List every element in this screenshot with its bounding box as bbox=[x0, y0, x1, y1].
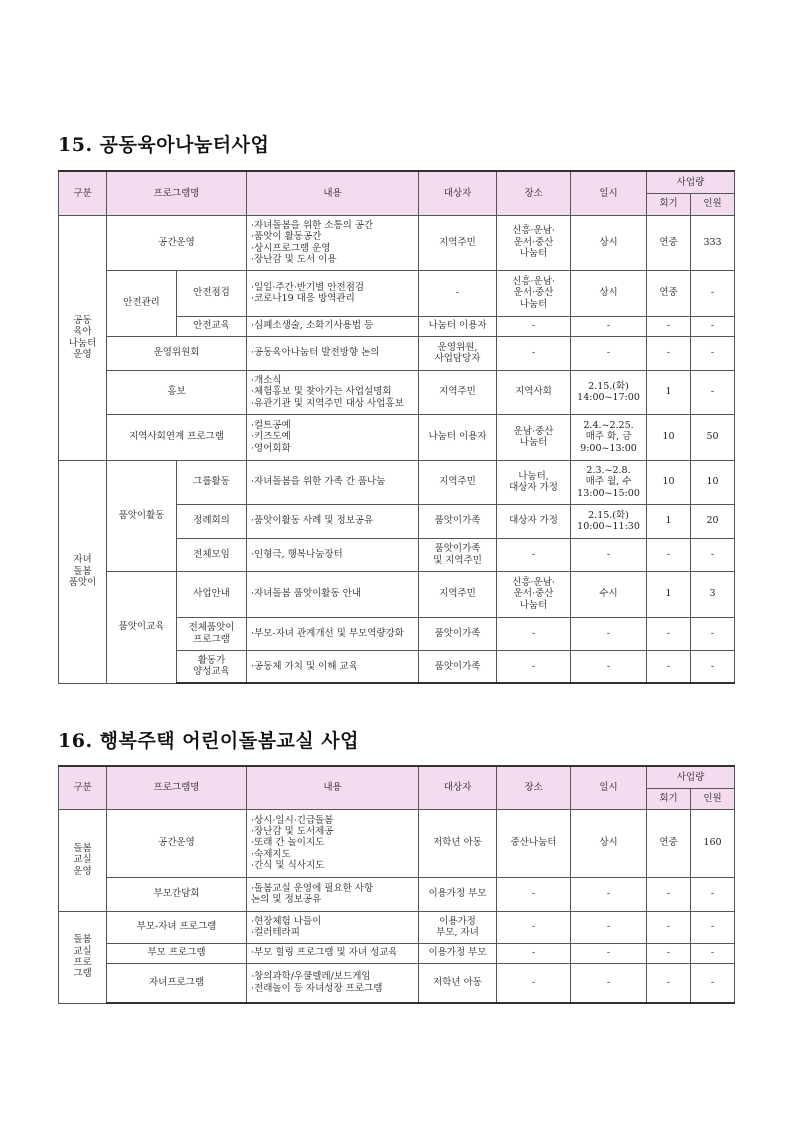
program-people: 50 bbox=[691, 414, 735, 460]
program-name: 공간운영 bbox=[107, 215, 247, 270]
program-count: - bbox=[647, 877, 691, 911]
program-place: - bbox=[497, 538, 571, 571]
program-count: 연중 bbox=[647, 270, 691, 316]
program-count: 연중 bbox=[647, 809, 691, 877]
table-row bbox=[59, 911, 735, 943]
program-place: 신흥·운남· 운서·중산 나눔터 bbox=[497, 571, 571, 617]
table-row bbox=[59, 336, 735, 370]
program-name: 정례회의 bbox=[177, 504, 247, 538]
program-target: 지역주민 bbox=[419, 370, 497, 414]
program-count: - bbox=[647, 911, 691, 943]
program-time: 2.4.~2.25. 매주 화, 금 9:00~13:00 bbox=[571, 414, 647, 460]
program-target: 저학년 아동 bbox=[419, 809, 497, 877]
program-people: 160 bbox=[691, 809, 735, 877]
program-people: - bbox=[691, 617, 735, 650]
program-count: - bbox=[647, 336, 691, 370]
program-time: - bbox=[571, 877, 647, 911]
group-label: 돌봄 교실 운영 bbox=[59, 809, 107, 911]
program-content: ·품앗이활동 사례 및 정보공유 bbox=[247, 504, 419, 538]
program-name: 부모간담회 bbox=[107, 877, 247, 911]
program-count: 1 bbox=[647, 504, 691, 538]
program-place: - bbox=[497, 963, 571, 1003]
program-time: 2.15.(화) 10:00~11:30 bbox=[571, 504, 647, 538]
program-place: - bbox=[497, 650, 571, 683]
header-people: 인원 bbox=[691, 788, 735, 809]
program-people: - bbox=[691, 538, 735, 571]
program-time: 2.3.~2.8. 매주 월, 수 13:00~15:00 bbox=[571, 460, 647, 504]
program-time: 수시 bbox=[571, 571, 647, 617]
header-target: 대상자 bbox=[419, 171, 497, 215]
program-time: - bbox=[571, 963, 647, 1003]
header-program: 프로그램명 bbox=[107, 766, 247, 809]
childcare-classroom-table bbox=[58, 765, 735, 1004]
program-count: 연중 bbox=[647, 215, 691, 270]
program-content: ·상시·일시·긴급돌봄 ·장난감 및 도서제공 ·또래 간 놀이지도 ·숙제지도 ·간식 및 식사지도 bbox=[247, 809, 419, 877]
program-name: 안전교육 bbox=[177, 316, 247, 336]
program-name: 부모 프로그램 bbox=[107, 943, 247, 963]
subgroup-label: 품앗이활동 bbox=[107, 460, 177, 571]
subgroup-label: 안전관리 bbox=[107, 270, 177, 336]
header-place: 장소 bbox=[497, 766, 571, 809]
table-header-row bbox=[59, 766, 735, 788]
program-count: - bbox=[647, 316, 691, 336]
table-row bbox=[59, 571, 735, 617]
header-people: 인원 bbox=[691, 193, 735, 215]
program-target: 이용가정 부모 bbox=[419, 943, 497, 963]
program-name: 지역사회연계 프로그램 bbox=[107, 414, 247, 460]
program-target: 나눔터 이용자 bbox=[419, 414, 497, 460]
community-childcare-table bbox=[58, 170, 735, 684]
program-target: 지역주민 bbox=[419, 215, 497, 270]
program-time: 2.15.(화) 14:00~17:00 bbox=[571, 370, 647, 414]
program-people: 20 bbox=[691, 504, 735, 538]
table-row bbox=[59, 460, 735, 504]
program-target: 나눔터 이용자 bbox=[419, 316, 497, 336]
program-time: - bbox=[571, 336, 647, 370]
program-name: 홍보 bbox=[107, 370, 247, 414]
program-content: ·컬트공예 ·키즈도예 ·영어회화 bbox=[247, 414, 419, 460]
program-time: - bbox=[571, 911, 647, 943]
program-people: - bbox=[691, 270, 735, 316]
section-15-title: 15. 공동육아나눔터사업 bbox=[58, 134, 270, 156]
group-label: 공동 육아 나눔터 운영 bbox=[59, 215, 107, 460]
table-row bbox=[59, 943, 735, 963]
program-people: - bbox=[691, 877, 735, 911]
table-row bbox=[59, 270, 735, 316]
program-name: 안전점검 bbox=[177, 270, 247, 316]
header-target: 대상자 bbox=[419, 766, 497, 809]
program-people: - bbox=[691, 650, 735, 683]
program-place: - bbox=[497, 617, 571, 650]
program-count: - bbox=[647, 943, 691, 963]
program-content: ·일일·주간·반기별 안전점검 ·코로나19 대응 방역관리 bbox=[247, 270, 419, 316]
program-place: 운남·중산 나눔터 bbox=[497, 414, 571, 460]
program-time: 상시 bbox=[571, 809, 647, 877]
program-name: 사업안내 bbox=[177, 571, 247, 617]
program-target: 품앗이가족 bbox=[419, 650, 497, 683]
program-name: 그룹활동 bbox=[177, 460, 247, 504]
table-row bbox=[59, 370, 735, 414]
program-count: 10 bbox=[647, 414, 691, 460]
header-volume: 사업량 bbox=[647, 766, 735, 788]
program-count: 10 bbox=[647, 460, 691, 504]
program-content: ·공동체 가치 및 이해 교육 bbox=[247, 650, 419, 683]
program-name: 운영위원회 bbox=[107, 336, 247, 370]
program-people: - bbox=[691, 911, 735, 943]
program-content: ·현장체험 나들이 ·컬러테라피 bbox=[247, 911, 419, 943]
program-count: 1 bbox=[647, 370, 691, 414]
program-count: - bbox=[647, 538, 691, 571]
program-place: - bbox=[497, 877, 571, 911]
program-content: ·창의과학/우쿨렐레/보드게임 ·전래놀이 등 자녀성장 프로그램 bbox=[247, 963, 419, 1003]
program-time: - bbox=[571, 316, 647, 336]
program-content: ·인형극, 행복나눔장터 bbox=[247, 538, 419, 571]
program-people: 10 bbox=[691, 460, 735, 504]
program-target: 이용가정 부모, 자녀 bbox=[419, 911, 497, 943]
program-people: - bbox=[691, 336, 735, 370]
program-place: - bbox=[497, 336, 571, 370]
section-16-title: 16. 행복주택 어린이돌봄교실 사업 bbox=[58, 730, 360, 752]
header-place: 장소 bbox=[497, 171, 571, 215]
table-header-row bbox=[59, 171, 735, 193]
program-target: 저학년 아동 bbox=[419, 963, 497, 1003]
program-content: ·돌봄교실 운영에 필요한 사항 논의 및 정보공유 bbox=[247, 877, 419, 911]
program-name: 전체모임 bbox=[177, 538, 247, 571]
program-time: - bbox=[571, 538, 647, 571]
program-target: 품앗이가족 및 지역주민 bbox=[419, 538, 497, 571]
program-name: 활동가 양성교육 bbox=[177, 650, 247, 683]
program-content: ·개소식 ·체험홍보 및 찾아가는 사업설명회 ·유관기관 및 지역주민 대상 사업홍보 bbox=[247, 370, 419, 414]
program-target: 운영위원, 사업담당자 bbox=[419, 336, 497, 370]
program-place: - bbox=[497, 316, 571, 336]
program-content: ·부모 힐링 프로그램 및 자녀 성교육 bbox=[247, 943, 419, 963]
program-target: - bbox=[419, 270, 497, 316]
program-people: - bbox=[691, 963, 735, 1003]
program-target: 품앗이가족 bbox=[419, 617, 497, 650]
program-people: - bbox=[691, 316, 735, 336]
header-category: 구분 bbox=[59, 171, 107, 215]
program-content: ·심폐소생술, 소화기사용법 등 bbox=[247, 316, 419, 336]
program-people: 3 bbox=[691, 571, 735, 617]
program-name: 공간운영 bbox=[107, 809, 247, 877]
header-time: 일시 bbox=[571, 766, 647, 809]
header-category: 구분 bbox=[59, 766, 107, 809]
group-label: 자녀 돌봄 품앗이 bbox=[59, 460, 107, 683]
program-content: ·자녀돌봄을 위한 소통의 공간 ·품앗이 활동공간 ·상시프로그램 운영 ·장난감 및 도서 이용 bbox=[247, 215, 419, 270]
program-count: - bbox=[647, 963, 691, 1003]
table-row bbox=[59, 809, 735, 877]
header-content: 내용 bbox=[247, 766, 419, 809]
program-people: - bbox=[691, 370, 735, 414]
header-volume: 사업량 bbox=[647, 171, 735, 193]
program-time: - bbox=[571, 650, 647, 683]
program-target: 지역주민 bbox=[419, 460, 497, 504]
subgroup-label: 품앗이교육 bbox=[107, 571, 177, 683]
program-people: 333 bbox=[691, 215, 735, 270]
program-place: - bbox=[497, 911, 571, 943]
program-count: - bbox=[647, 617, 691, 650]
program-place: 신흥·운남· 운서·중산 나눔터 bbox=[497, 215, 571, 270]
program-content: ·자녀돌봄을 위한 가족 간 품나눔 bbox=[247, 460, 419, 504]
header-program: 프로그램명 bbox=[107, 171, 247, 215]
program-time: - bbox=[571, 617, 647, 650]
program-target: 이용가정 부모 bbox=[419, 877, 497, 911]
program-name: 전체품앗이 프로그램 bbox=[177, 617, 247, 650]
program-content: ·자녀돌봄 품앗이활동 안내 bbox=[247, 571, 419, 617]
program-target: 지역주민 bbox=[419, 571, 497, 617]
program-place: 대상자 가정 bbox=[497, 504, 571, 538]
program-target: 품앗이가족 bbox=[419, 504, 497, 538]
table-row bbox=[59, 215, 735, 270]
program-place: 나눔터, 대상자 가정 bbox=[497, 460, 571, 504]
program-place: 신흥·운남· 운서·중산 나눔터 bbox=[497, 270, 571, 316]
group-label: 돌봄 교실 프로 그램 bbox=[59, 911, 107, 1003]
program-people: - bbox=[691, 943, 735, 963]
program-time: - bbox=[571, 943, 647, 963]
program-time: 상시 bbox=[571, 270, 647, 316]
program-place: 중산나눔터 bbox=[497, 809, 571, 877]
program-count: 1 bbox=[647, 571, 691, 617]
header-content: 내용 bbox=[247, 171, 419, 215]
table-row bbox=[59, 877, 735, 911]
program-content: ·공동육아나눔터 발전방향 논의 bbox=[247, 336, 419, 370]
program-content: ·부모-자녀 관계개선 및 부모역량강화 bbox=[247, 617, 419, 650]
program-time: 상시 bbox=[571, 215, 647, 270]
table-row bbox=[59, 963, 735, 1003]
header-count: 회기 bbox=[647, 788, 691, 809]
program-count: - bbox=[647, 650, 691, 683]
program-place: 지역사회 bbox=[497, 370, 571, 414]
program-place: - bbox=[497, 943, 571, 963]
program-name: 자녀프로그램 bbox=[107, 963, 247, 1003]
program-name: 부모-자녀 프로그램 bbox=[107, 911, 247, 943]
table-row bbox=[59, 414, 735, 460]
header-count: 회기 bbox=[647, 193, 691, 215]
header-time: 일시 bbox=[571, 171, 647, 215]
